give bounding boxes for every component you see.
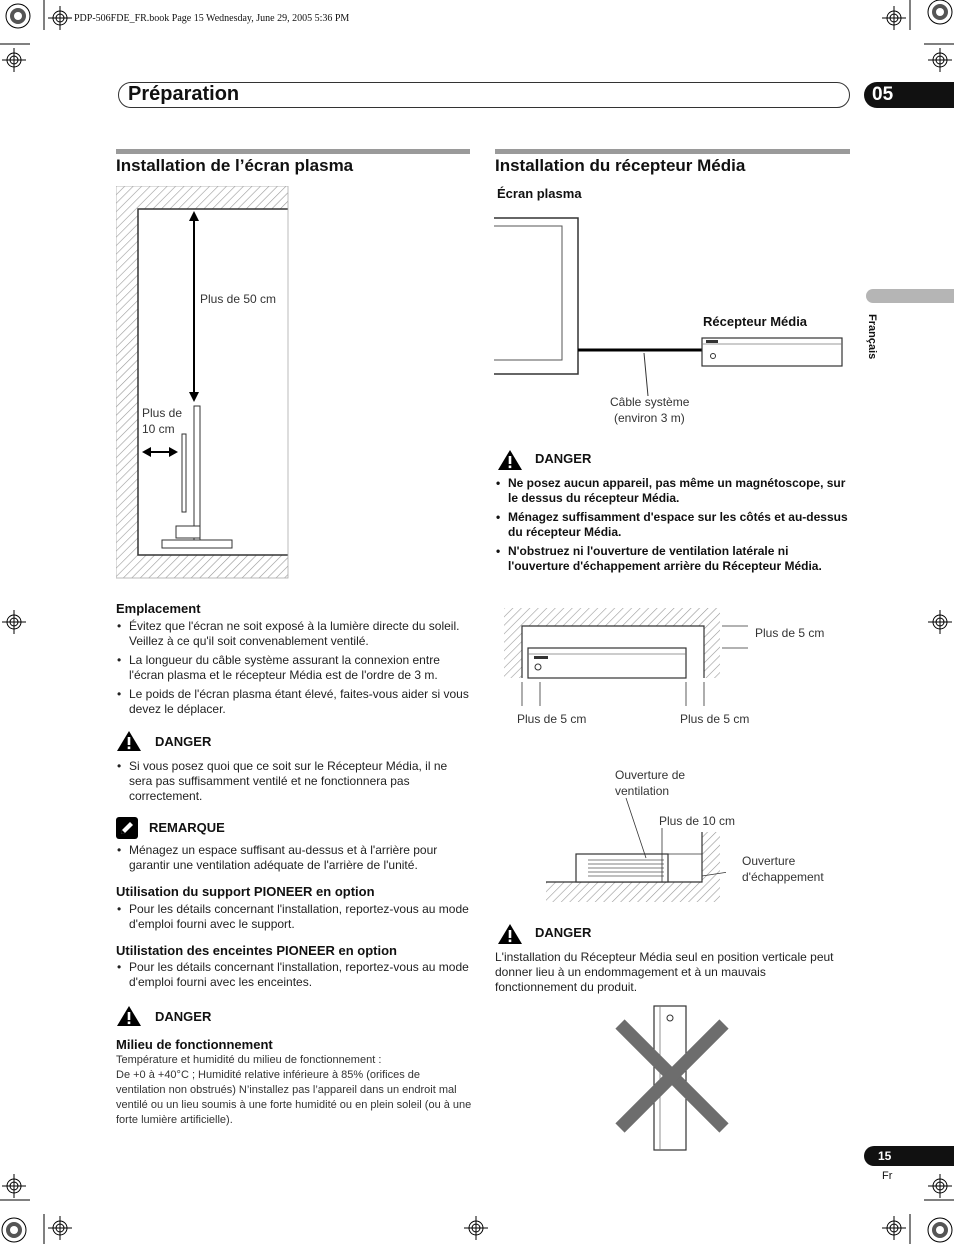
chapter-number: 05	[864, 82, 954, 108]
left-heading-rule	[116, 149, 470, 154]
side-ventilation-diagram	[546, 798, 726, 906]
note-pencil-icon	[116, 817, 138, 839]
section-title: Préparation	[128, 83, 240, 105]
label-cable-line2: (environ 3 m)	[614, 411, 685, 425]
warning-icon	[497, 449, 523, 471]
list-item: • Si vous posez quoi que ce soit sur le Récepteur Média, il ne sera pas suffisamment ventilé et ne fonctionnera pas correctement.	[116, 759, 472, 804]
label-vent-line2: ventilation	[615, 784, 670, 798]
right-heading-rule	[495, 149, 850, 154]
language-label: Français	[866, 314, 878, 360]
enceintes-title: Utilistation des enceintes PIONEER en option	[116, 943, 397, 958]
label-left-clearance: Plus de 5 cm	[517, 712, 587, 726]
warning-icon	[116, 730, 142, 752]
remarque-title: REMARQUE	[149, 820, 225, 835]
list-item: • Évitez que l'écran ne soit exposé à la lumière directe du soleil. Veillez à ce qu'il soit convenablement ventilé.	[116, 619, 472, 649]
vertical-position-warning: L'installation du Récepteur Média seul en position verticale peut donner lieu à un endommagement et à un mauvais fonctionnement du produit.	[495, 950, 834, 994]
milieu-text-body: De +0 à +40°C ; Humidité relative inférieure à 85% (orifices de ventilation non obstrués) N’installez pas l’appareil dans un endroit mal ventilé ou un lieu soumis à une forte humidité ou en plein soleil (ou à une forte lumière artificielle).	[116, 1069, 472, 1126]
language-tab	[866, 289, 954, 303]
enceintes-list	[116, 960, 472, 994]
plasma-placement-diagram	[116, 186, 290, 580]
label-exhaust-line1: Ouverture	[742, 854, 796, 868]
label-top-clearance: Plus de 5 cm	[755, 626, 825, 640]
label-plus-10cm-line2: 10 cm	[142, 422, 175, 436]
label-rear-clearance: Plus de 10 cm	[659, 814, 736, 828]
page-language: Fr	[882, 1170, 893, 1182]
danger-title: DANGER	[155, 1009, 212, 1024]
emplacement-list	[116, 619, 472, 721]
clearance-diagram	[504, 608, 754, 708]
vertical-prohibited-diagram	[612, 1004, 732, 1152]
list-item: • Ne posez aucun appareil, pas même un magnétoscope, sur le dessus du récepteur Média.	[495, 476, 852, 506]
list-item: • N'obstruez ni l'ouverture de ventilation latérale ni l'ouverture d'échappement arrière du Récepteur Média.	[495, 544, 852, 574]
milieu-text-line1: Température et humidité du milieu de fonctionnement :	[116, 1054, 382, 1066]
page-number: 15	[864, 1146, 954, 1166]
label-plus-50cm: Plus de 50 cm	[200, 292, 277, 306]
warning-icon	[497, 923, 523, 945]
label-vent-line1: Ouverture de	[615, 768, 686, 782]
emplacement-title: Emplacement	[116, 601, 201, 616]
support-list	[116, 902, 472, 936]
support-title: Utilisation du support PIONEER en option	[116, 884, 375, 899]
right-heading: Installation du récepteur Média	[495, 156, 746, 175]
danger-title: DANGER	[535, 925, 592, 940]
label-exhaust-line2: d'échappement	[742, 870, 824, 884]
label-ecran-plasma: Écran plasma	[497, 186, 582, 201]
danger-title: DANGER	[535, 451, 592, 466]
label-plus-10cm-line1: Plus de	[142, 406, 183, 420]
list-item: • La longueur du câble système assurant la connexion entre l'écran plasma et le récepteur Média est de l'ordre de 3 m.	[116, 653, 472, 683]
milieu-title: Milieu de fonctionnement	[116, 1037, 273, 1052]
label-right-clearance: Plus de 5 cm	[680, 712, 750, 726]
connection-diagram	[494, 212, 844, 402]
left-heading: Installation de l’écran plasma	[116, 156, 354, 175]
warning-icon	[116, 1005, 142, 1027]
danger-list	[116, 759, 472, 808]
book-info: PDP-506FDE_FR.book Page 15 Wednesday, June 29, 2005 5:36 PM	[74, 13, 350, 24]
list-item: • Le poids de l'écran plasma étant élevé, faites-vous aider si vous devez le déplacer.	[116, 687, 472, 717]
list-item: • Ménagez un espace suffisant au-dessus et à l'arrière pour garantir une ventilation adéquate de l'arrière de l'unité.	[116, 843, 472, 873]
danger-list	[495, 476, 852, 578]
label-recepteur-media: Récepteur Média	[703, 314, 808, 329]
list-item: • Pour les détails concernant l'installation, reportez-vous au mode d'emploi fourni avec les enceintes.	[116, 960, 472, 990]
remarque-list	[116, 843, 472, 877]
list-item: • Pour les détails concernant l'installation, reportez-vous au mode d'emploi fourni avec le support.	[116, 902, 472, 932]
label-cable-line1: Câble système	[610, 395, 690, 409]
danger-title: DANGER	[155, 734, 212, 749]
list-item: • Ménagez suffisamment d'espace sur les côtés et au-dessus du récepteur Média.	[495, 510, 852, 540]
